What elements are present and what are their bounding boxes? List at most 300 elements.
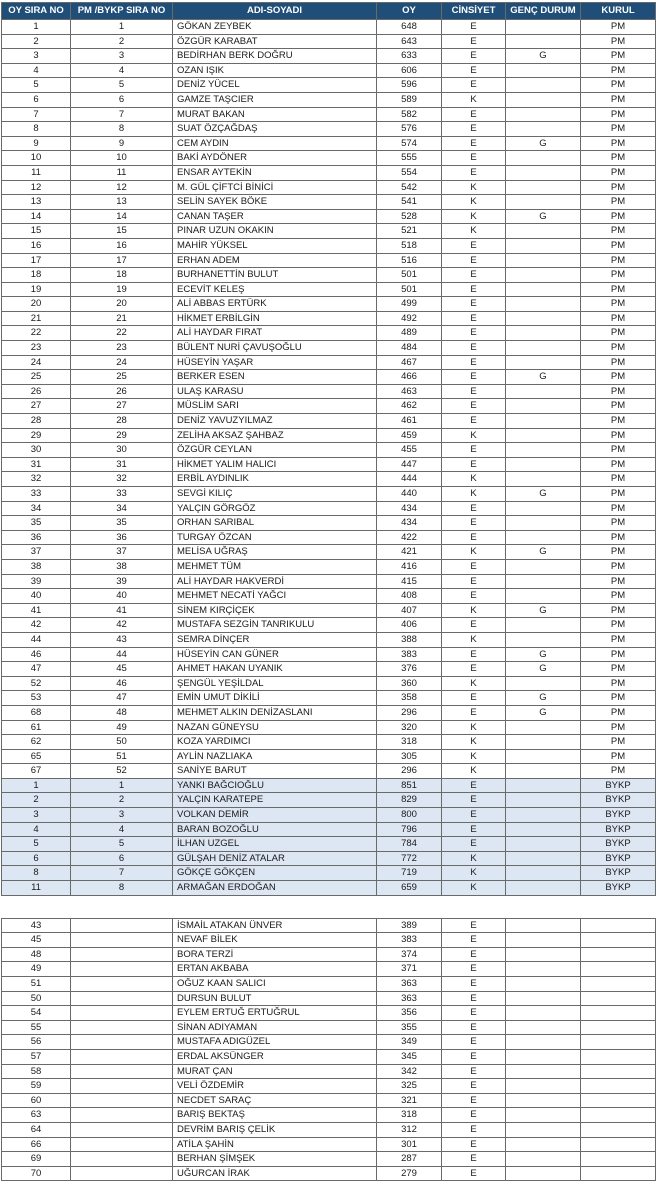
cell-cinsiyet: E — [442, 1049, 506, 1064]
table-row — [2, 253, 656, 268]
cell-oy-sira-no: 18 — [2, 268, 71, 283]
cell-genc-durum — [506, 837, 581, 852]
cell-kurul: BYKP — [581, 793, 656, 808]
cell-pm-bykp-sira-no: 38 — [71, 559, 173, 574]
table-row — [2, 589, 656, 604]
cell-adi-soyadi: SELİN SAYEK BÖKE — [173, 195, 377, 210]
cell-genc-durum — [506, 720, 581, 735]
table-row — [2, 1035, 656, 1050]
cell-genc-durum — [506, 180, 581, 195]
cell-genc-durum — [506, 1166, 581, 1181]
cell-adi-soyadi: YALÇIN KARATEPE — [173, 793, 377, 808]
header-genc-durum: GENÇ DURUM — [506, 3, 581, 20]
header-cinsiyet: CİNSİYET — [442, 3, 506, 20]
cell-kurul: PM — [581, 574, 656, 589]
cell-genc-durum — [506, 501, 581, 516]
cell-oy: 518 — [377, 238, 442, 253]
cell-genc-durum — [506, 808, 581, 823]
cell-kurul: PM — [581, 297, 656, 312]
cell-adi-soyadi: SUAT ÖZÇAĞDAŞ — [173, 122, 377, 137]
cell-kurul: PM — [581, 676, 656, 691]
cell-genc-durum — [506, 918, 581, 933]
cell-oy-sira-no: 5 — [2, 837, 71, 852]
cell-oy: 296 — [377, 764, 442, 779]
cell-kurul: PM — [581, 691, 656, 706]
cell-genc-durum — [506, 735, 581, 750]
cell-oy-sira-no: 55 — [2, 1020, 71, 1035]
cell-pm-bykp-sira-no — [71, 1006, 173, 1021]
cell-kurul: PM — [581, 589, 656, 604]
cell-kurul: PM — [581, 428, 656, 443]
table-row — [2, 749, 656, 764]
cell-genc-durum — [506, 151, 581, 166]
cell-cinsiyet: E — [442, 268, 506, 283]
table-row — [2, 1166, 656, 1181]
cell-cinsiyet: E — [442, 1166, 506, 1181]
cell-oy-sira-no: 22 — [2, 326, 71, 341]
cell-adi-soyadi: TURGAY ÖZCAN — [173, 530, 377, 545]
cell-genc-durum — [506, 962, 581, 977]
cell-cinsiyet: E — [442, 705, 506, 720]
cell-oy-sira-no: 11 — [2, 881, 71, 896]
cell-pm-bykp-sira-no: 16 — [71, 238, 173, 253]
cell-genc-durum — [506, 574, 581, 589]
cell-genc-durum — [506, 78, 581, 93]
cell-pm-bykp-sira-no: 25 — [71, 370, 173, 385]
cell-adi-soyadi: EMİN UMUT DİKİLİ — [173, 691, 377, 706]
cell-genc-durum — [506, 1006, 581, 1021]
cell-pm-bykp-sira-no: 41 — [71, 603, 173, 618]
cell-adi-soyadi: ERBİL AYDINLIK — [173, 472, 377, 487]
cell-cinsiyet: E — [442, 165, 506, 180]
cell-oy: 447 — [377, 457, 442, 472]
cell-cinsiyet: E — [442, 1093, 506, 1108]
cell-oy-sira-no: 31 — [2, 457, 71, 472]
cell-oy: 576 — [377, 122, 442, 137]
header-pm-bykp-sira-no: PM /BYKP SIRA NO — [71, 3, 173, 20]
cell-adi-soyadi: BAKİ AYDÖNER — [173, 151, 377, 166]
cell-oy: 376 — [377, 662, 442, 677]
cell-oy-sira-no: 12 — [2, 180, 71, 195]
table-row — [2, 209, 656, 224]
cell-kurul: PM — [581, 355, 656, 370]
cell-genc-durum — [506, 20, 581, 35]
cell-kurul: PM — [581, 487, 656, 502]
table-row — [2, 991, 656, 1006]
cell-oy-sira-no: 40 — [2, 589, 71, 604]
table-row — [2, 311, 656, 326]
cell-oy: 462 — [377, 399, 442, 414]
cell-adi-soyadi: GÜLŞAH DENİZ ATALAR — [173, 851, 377, 866]
cell-cinsiyet: K — [442, 735, 506, 750]
cell-kurul: PM — [581, 180, 656, 195]
cell-cinsiyet: E — [442, 837, 506, 852]
cell-kurul — [581, 977, 656, 992]
cell-pm-bykp-sira-no: 22 — [71, 326, 173, 341]
table-row — [2, 764, 656, 779]
cell-oy: 363 — [377, 991, 442, 1006]
header-oy: OY — [377, 3, 442, 20]
table-row — [2, 1064, 656, 1079]
cell-oy: 528 — [377, 209, 442, 224]
cell-kurul: PM — [581, 618, 656, 633]
cell-genc-durum — [506, 851, 581, 866]
cell-adi-soyadi: DENİZ YÜCEL — [173, 78, 377, 93]
cell-genc-durum — [506, 297, 581, 312]
cell-cinsiyet: K — [442, 632, 506, 647]
cell-adi-soyadi: ERTAN AKBABA — [173, 962, 377, 977]
cell-adi-soyadi: ECEVİT KELEŞ — [173, 282, 377, 297]
cell-oy-sira-no: 58 — [2, 1064, 71, 1079]
cell-oy-sira-no: 70 — [2, 1166, 71, 1181]
cell-cinsiyet: E — [442, 618, 506, 633]
cell-genc-durum: G — [506, 705, 581, 720]
cell-oy-sira-no: 2 — [2, 34, 71, 49]
cell-oy-sira-no: 26 — [2, 384, 71, 399]
cell-genc-durum — [506, 1049, 581, 1064]
cell-adi-soyadi: SEMRA DİNÇER — [173, 632, 377, 647]
cell-pm-bykp-sira-no — [71, 1166, 173, 1181]
table-row — [2, 1049, 656, 1064]
cell-kurul: PM — [581, 122, 656, 137]
cell-kurul: PM — [581, 516, 656, 531]
results-table — [1, 2, 656, 896]
cell-pm-bykp-sira-no: 52 — [71, 764, 173, 779]
table-row — [2, 530, 656, 545]
cell-oy: 501 — [377, 268, 442, 283]
cell-oy-sira-no: 21 — [2, 311, 71, 326]
cell-genc-durum — [506, 326, 581, 341]
cell-oy: 415 — [377, 574, 442, 589]
cell-kurul: PM — [581, 632, 656, 647]
cell-adi-soyadi: AHMET HAKAN UYANIK — [173, 662, 377, 677]
cell-kurul: PM — [581, 253, 656, 268]
cell-genc-durum — [506, 1152, 581, 1167]
cell-pm-bykp-sira-no: 14 — [71, 209, 173, 224]
table-row — [2, 487, 656, 502]
cell-oy-sira-no: 4 — [2, 822, 71, 837]
cell-cinsiyet: K — [442, 209, 506, 224]
cell-oy: 459 — [377, 428, 442, 443]
cell-oy-sira-no: 65 — [2, 749, 71, 764]
cell-oy: 321 — [377, 1093, 442, 1108]
cell-pm-bykp-sira-no: 51 — [71, 749, 173, 764]
cell-adi-soyadi: SANİYE BARUT — [173, 764, 377, 779]
cell-pm-bykp-sira-no: 45 — [71, 662, 173, 677]
cell-oy: 318 — [377, 735, 442, 750]
cell-oy-sira-no: 35 — [2, 516, 71, 531]
cell-adi-soyadi: MUSTAFA SEZGİN TANRIKULU — [173, 618, 377, 633]
cell-adi-soyadi: BORA TERZİ — [173, 947, 377, 962]
cell-adi-soyadi: HÜSEYİN CAN GÜNER — [173, 647, 377, 662]
cell-kurul: PM — [581, 370, 656, 385]
cell-pm-bykp-sira-no: 6 — [71, 851, 173, 866]
cell-pm-bykp-sira-no — [71, 1020, 173, 1035]
cell-oy: 388 — [377, 632, 442, 647]
cell-genc-durum — [506, 341, 581, 356]
cell-pm-bykp-sira-no: 33 — [71, 487, 173, 502]
cell-oy: 421 — [377, 545, 442, 560]
cell-oy: 554 — [377, 165, 442, 180]
cell-kurul — [581, 1093, 656, 1108]
cell-oy-sira-no: 67 — [2, 764, 71, 779]
cell-genc-durum: G — [506, 370, 581, 385]
cell-oy: 434 — [377, 516, 442, 531]
extra-table — [1, 918, 656, 1182]
cell-cinsiyet: K — [442, 764, 506, 779]
main-rows — [2, 20, 656, 896]
cell-oy: 784 — [377, 837, 442, 852]
cell-oy-sira-no: 20 — [2, 297, 71, 312]
cell-oy: 408 — [377, 589, 442, 604]
cell-pm-bykp-sira-no: 28 — [71, 414, 173, 429]
table-row — [2, 822, 656, 837]
cell-oy-sira-no: 1 — [2, 20, 71, 35]
cell-oy-sira-no: 41 — [2, 603, 71, 618]
cell-oy-sira-no: 66 — [2, 1137, 71, 1152]
cell-oy: 484 — [377, 341, 442, 356]
cell-oy-sira-no: 36 — [2, 530, 71, 545]
cell-cinsiyet: E — [442, 647, 506, 662]
cell-genc-durum — [506, 1122, 581, 1137]
cell-pm-bykp-sira-no: 2 — [71, 793, 173, 808]
cell-pm-bykp-sira-no: 11 — [71, 165, 173, 180]
cell-kurul: BYKP — [581, 866, 656, 881]
table-row — [2, 778, 656, 793]
cell-genc-durum — [506, 977, 581, 992]
cell-genc-durum — [506, 311, 581, 326]
cell-cinsiyet: E — [442, 793, 506, 808]
cell-oy: 318 — [377, 1108, 442, 1123]
cell-kurul — [581, 991, 656, 1006]
cell-adi-soyadi: OZAN IŞIK — [173, 63, 377, 78]
cell-cinsiyet: E — [442, 501, 506, 516]
cell-genc-durum: G — [506, 545, 581, 560]
cell-genc-durum — [506, 443, 581, 458]
cell-oy: 796 — [377, 822, 442, 837]
cell-genc-durum — [506, 1064, 581, 1079]
cell-kurul — [581, 1035, 656, 1050]
cell-pm-bykp-sira-no: 7 — [71, 107, 173, 122]
cell-cinsiyet: E — [442, 238, 506, 253]
cell-adi-soyadi: ATİLA ŞAHİN — [173, 1137, 377, 1152]
cell-adi-soyadi: BERHAN ŞİMŞEK — [173, 1152, 377, 1167]
cell-genc-durum — [506, 778, 581, 793]
cell-pm-bykp-sira-no: 2 — [71, 34, 173, 49]
table-row — [2, 428, 656, 443]
cell-oy: 358 — [377, 691, 442, 706]
cell-adi-soyadi: YANKI BAĞCIOĞLU — [173, 778, 377, 793]
cell-oy: 287 — [377, 1152, 442, 1167]
cell-pm-bykp-sira-no: 48 — [71, 705, 173, 720]
cell-cinsiyet: E — [442, 1108, 506, 1123]
table-row — [2, 370, 656, 385]
cell-genc-durum: G — [506, 487, 581, 502]
cell-adi-soyadi: MEHMET NECATİ YAĞCI — [173, 589, 377, 604]
table-row — [2, 516, 656, 531]
cell-kurul: PM — [581, 165, 656, 180]
cell-cinsiyet: E — [442, 918, 506, 933]
cell-oy-sira-no: 25 — [2, 370, 71, 385]
cell-oy: 489 — [377, 326, 442, 341]
cell-oy-sira-no: 47 — [2, 662, 71, 677]
cell-genc-durum — [506, 589, 581, 604]
cell-kurul: PM — [581, 720, 656, 735]
cell-cinsiyet: E — [442, 355, 506, 370]
cell-pm-bykp-sira-no: 18 — [71, 268, 173, 283]
cell-pm-bykp-sira-no: 10 — [71, 151, 173, 166]
cell-pm-bykp-sira-no — [71, 1079, 173, 1094]
table-row — [2, 962, 656, 977]
cell-adi-soyadi: SEVGİ KILIÇ — [173, 487, 377, 502]
cell-cinsiyet: K — [442, 195, 506, 210]
cell-oy-sira-no: 19 — [2, 282, 71, 297]
cell-cinsiyet: E — [442, 822, 506, 837]
cell-adi-soyadi: MURAT BAKAN — [173, 107, 377, 122]
cell-oy: 574 — [377, 136, 442, 151]
cell-kurul — [581, 1079, 656, 1094]
cell-cinsiyet: E — [442, 107, 506, 122]
cell-genc-durum: G — [506, 209, 581, 224]
cell-oy-sira-no: 57 — [2, 1049, 71, 1064]
cell-pm-bykp-sira-no — [71, 1122, 173, 1137]
cell-kurul — [581, 1152, 656, 1167]
table-row — [2, 866, 656, 881]
cell-oy: 320 — [377, 720, 442, 735]
cell-oy: 463 — [377, 384, 442, 399]
cell-oy: 648 — [377, 20, 442, 35]
table-row — [2, 34, 656, 49]
cell-oy-sira-no: 48 — [2, 947, 71, 962]
cell-pm-bykp-sira-no — [71, 1035, 173, 1050]
cell-oy-sira-no: 32 — [2, 472, 71, 487]
cell-pm-bykp-sira-no: 3 — [71, 808, 173, 823]
cell-oy: 407 — [377, 603, 442, 618]
cell-kurul: PM — [581, 107, 656, 122]
cell-adi-soyadi: ULAŞ KARASU — [173, 384, 377, 399]
cell-oy-sira-no: 45 — [2, 933, 71, 948]
cell-cinsiyet: E — [442, 253, 506, 268]
cell-pm-bykp-sira-no: 15 — [71, 224, 173, 239]
table-row — [2, 268, 656, 283]
cell-oy: 355 — [377, 1020, 442, 1035]
cell-cinsiyet: E — [442, 399, 506, 414]
cell-oy-sira-no: 28 — [2, 414, 71, 429]
table-row — [2, 705, 656, 720]
cell-genc-durum — [506, 122, 581, 137]
cell-kurul: PM — [581, 238, 656, 253]
cell-kurul — [581, 962, 656, 977]
cell-kurul: PM — [581, 384, 656, 399]
cell-kurul — [581, 1064, 656, 1079]
cell-cinsiyet: E — [442, 991, 506, 1006]
cell-pm-bykp-sira-no — [71, 1152, 173, 1167]
cell-genc-durum — [506, 822, 581, 837]
cell-adi-soyadi: MUSTAFA ADIGÜZEL — [173, 1035, 377, 1050]
cell-cinsiyet: E — [442, 282, 506, 297]
cell-pm-bykp-sira-no: 1 — [71, 20, 173, 35]
cell-adi-soyadi: UĞURCAN İRAK — [173, 1166, 377, 1181]
cell-adi-soyadi: NAZAN GÜNEYSU — [173, 720, 377, 735]
table-row — [2, 20, 656, 35]
cell-genc-durum — [506, 881, 581, 896]
cell-adi-soyadi: ENSAR AYTEKİN — [173, 165, 377, 180]
cell-pm-bykp-sira-no: 8 — [71, 881, 173, 896]
cell-pm-bykp-sira-no: 13 — [71, 195, 173, 210]
cell-oy-sira-no: 11 — [2, 165, 71, 180]
cell-oy: 434 — [377, 501, 442, 516]
table-row — [2, 574, 656, 589]
cell-cinsiyet: E — [442, 933, 506, 948]
cell-genc-durum — [506, 253, 581, 268]
cell-kurul — [581, 1166, 656, 1181]
cell-oy: 467 — [377, 355, 442, 370]
table-row — [2, 1093, 656, 1108]
table-row — [2, 676, 656, 691]
cell-oy: 389 — [377, 918, 442, 933]
cell-oy: 772 — [377, 851, 442, 866]
table-row — [2, 603, 656, 618]
cell-oy: 541 — [377, 195, 442, 210]
cell-oy-sira-no: 23 — [2, 341, 71, 356]
cell-oy: 305 — [377, 749, 442, 764]
cell-oy: 455 — [377, 443, 442, 458]
table-row — [2, 1122, 656, 1137]
table-row — [2, 501, 656, 516]
cell-kurul — [581, 1049, 656, 1064]
cell-oy-sira-no: 1 — [2, 778, 71, 793]
cell-adi-soyadi: EYLEM ERTUĞ ERTUĞRUL — [173, 1006, 377, 1021]
extra-rows — [2, 918, 656, 1181]
cell-adi-soyadi: YALÇIN GÖRGÖZ — [173, 501, 377, 516]
cell-oy: 360 — [377, 676, 442, 691]
cell-cinsiyet: E — [442, 1122, 506, 1137]
cell-adi-soyadi: GÖKAN ZEYBEK — [173, 20, 377, 35]
cell-pm-bykp-sira-no: 21 — [71, 311, 173, 326]
cell-cinsiyet: E — [442, 530, 506, 545]
cell-adi-soyadi: ERHAN ADEM — [173, 253, 377, 268]
cell-oy-sira-no: 44 — [2, 632, 71, 647]
cell-oy-sira-no: 64 — [2, 1122, 71, 1137]
cell-genc-durum: G — [506, 136, 581, 151]
table-row — [2, 947, 656, 962]
cell-oy-sira-no: 27 — [2, 399, 71, 414]
cell-kurul: BYKP — [581, 837, 656, 852]
table-row — [2, 49, 656, 64]
cell-pm-bykp-sira-no: 31 — [71, 457, 173, 472]
cell-pm-bykp-sira-no: 12 — [71, 180, 173, 195]
cell-adi-soyadi: İSMAİL ATAKAN ÜNVER — [173, 918, 377, 933]
cell-oy-sira-no: 14 — [2, 209, 71, 224]
cell-kurul: PM — [581, 662, 656, 677]
cell-adi-soyadi: SİNAN ADIYAMAN — [173, 1020, 377, 1035]
cell-adi-soyadi: ÖZGÜR CEYLAN — [173, 443, 377, 458]
cell-pm-bykp-sira-no — [71, 1093, 173, 1108]
table-row — [2, 977, 656, 992]
cell-oy-sira-no: 62 — [2, 735, 71, 750]
cell-genc-durum — [506, 34, 581, 49]
cell-kurul: PM — [581, 530, 656, 545]
table-row — [2, 399, 656, 414]
cell-cinsiyet: E — [442, 977, 506, 992]
cell-oy: 383 — [377, 933, 442, 948]
cell-adi-soyadi: M. GÜL ÇİFTCİ BİNİCİ — [173, 180, 377, 195]
cell-kurul: BYKP — [581, 822, 656, 837]
cell-adi-soyadi: ALİ ABBAS ERTÜRK — [173, 297, 377, 312]
cell-pm-bykp-sira-no — [71, 991, 173, 1006]
cell-kurul: PM — [581, 443, 656, 458]
cell-oy: 444 — [377, 472, 442, 487]
